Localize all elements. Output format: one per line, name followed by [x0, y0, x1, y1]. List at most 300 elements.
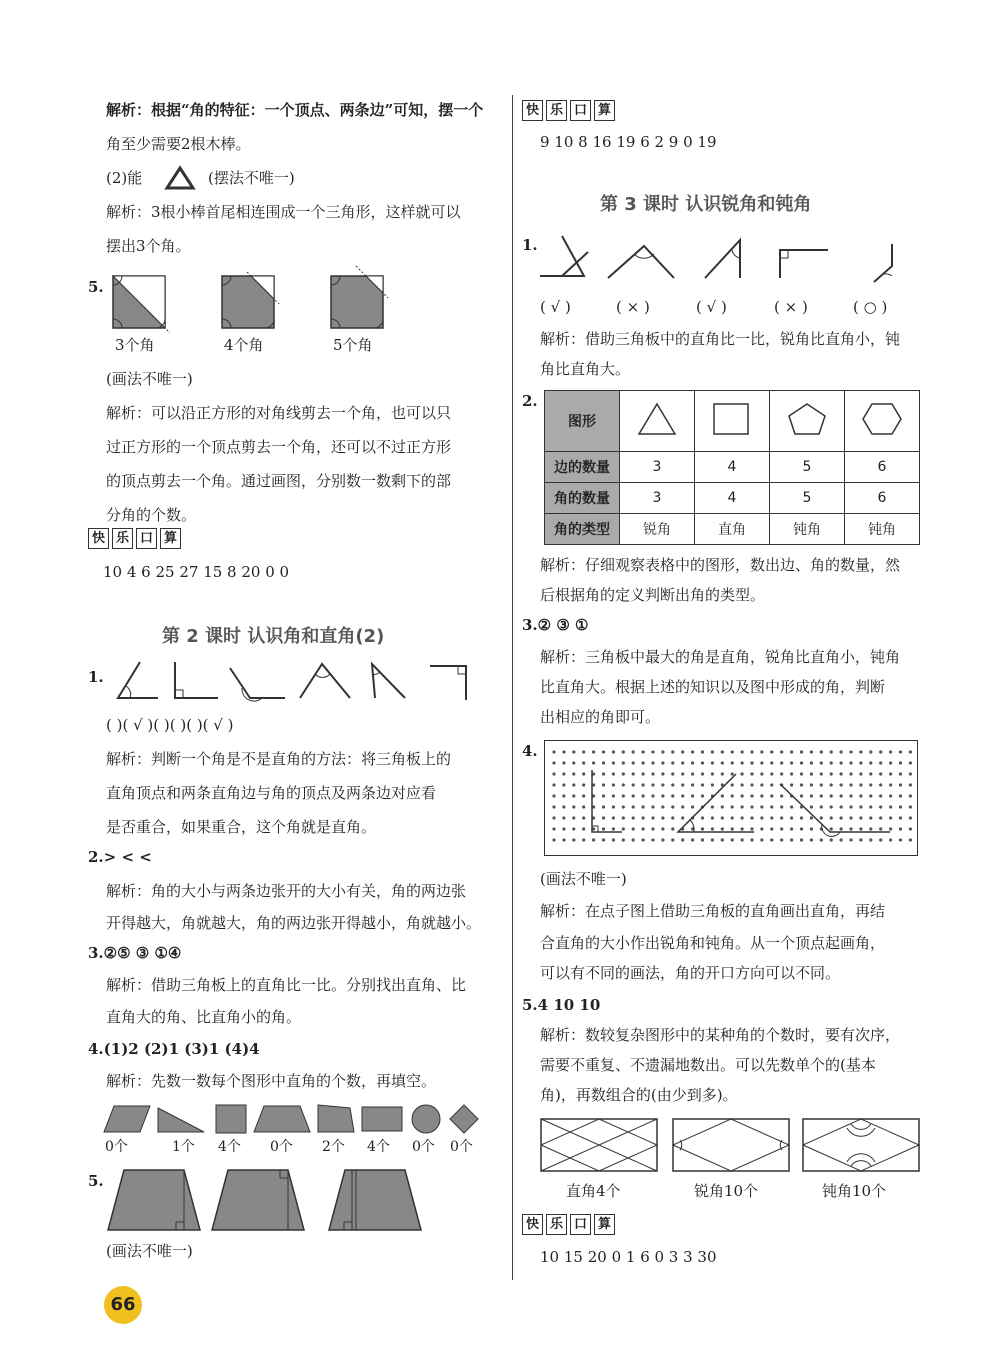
grid-dot — [572, 805, 575, 808]
grid-dot — [612, 816, 615, 819]
grid-dot — [562, 827, 565, 830]
grid-dot — [780, 827, 783, 830]
grid-dot — [642, 794, 645, 797]
cut-square-4 — [221, 275, 281, 335]
analysis-line: 解析：角的大小与两条边张开的大小有关，角的两边张 — [106, 882, 467, 900]
grid-dot — [770, 827, 773, 830]
grid-dot — [572, 750, 575, 753]
grid-dot — [661, 838, 664, 841]
grid-dot — [790, 761, 793, 764]
grid-dot — [840, 794, 843, 797]
grid-dot — [622, 827, 625, 830]
grid-dot — [671, 838, 674, 841]
count-label: 4个 — [218, 1139, 241, 1155]
grid-dot — [622, 761, 625, 764]
grid-dot — [552, 794, 555, 797]
grid-dot — [879, 794, 882, 797]
grid-dot — [849, 783, 852, 786]
table-cell: 4 — [695, 483, 770, 514]
analysis-line: 可以有不同的画法，角的开口方向可以不同。 — [540, 964, 841, 982]
answer-mark: ( × ) — [774, 298, 808, 316]
grid-dot — [632, 761, 635, 764]
answer-mark: ( × ) — [616, 298, 650, 316]
answer-mark: ( √ ) — [696, 298, 727, 316]
trapezoid-figures — [100, 1168, 500, 1236]
grid-dot — [731, 750, 734, 753]
grid-dot — [582, 838, 585, 841]
grid-dot — [642, 783, 645, 786]
grid-dot — [840, 827, 843, 830]
grid-dot — [889, 805, 892, 808]
grid-dot — [879, 805, 882, 808]
grid-dot — [849, 761, 852, 764]
grid-dot — [671, 794, 674, 797]
grid-dot — [859, 805, 862, 808]
grid-dot — [889, 794, 892, 797]
analysis-line: 直角顶点和两条直角边与角的顶点及两条边对应看 — [106, 784, 437, 802]
grid-dot — [820, 816, 823, 819]
grid-dot — [622, 772, 625, 775]
analysis-line: 解析：根据“角的特征：一个顶点、两条边”可知，摆一个 — [106, 101, 484, 119]
grid-dot — [602, 805, 605, 808]
grid-dot — [691, 772, 694, 775]
grid-dot — [830, 816, 833, 819]
grid-dot — [572, 816, 575, 819]
grid-dot — [790, 805, 793, 808]
grid-dot — [810, 816, 813, 819]
grid-dot — [770, 838, 773, 841]
grid-dot — [849, 805, 852, 808]
grid-dot — [661, 761, 664, 764]
grid-dot — [642, 827, 645, 830]
grid-dot — [651, 827, 654, 830]
grid-dot — [770, 750, 773, 753]
grid-dot — [810, 794, 813, 797]
mental-math-answers: 10 4 6 25 27 15 8 20 0 0 — [103, 563, 290, 581]
row-header: 边的数量 — [545, 452, 620, 483]
grid-dot — [899, 750, 902, 753]
grid-dot — [681, 772, 684, 775]
grid-dot — [661, 772, 664, 775]
grid-dot — [691, 838, 694, 841]
grid-dot — [790, 838, 793, 841]
grid-dot — [612, 783, 615, 786]
grid-dot — [899, 794, 902, 797]
grid-dot — [859, 816, 862, 819]
analysis-line: 解析：判断一个角是不是直角的方法：将三角板上的 — [106, 750, 452, 768]
grid-dot — [572, 794, 575, 797]
grid-dot — [741, 750, 744, 753]
grid-dot — [869, 805, 872, 808]
cut-square-3 — [112, 275, 172, 335]
grid-dot — [552, 838, 555, 841]
grid-dot — [552, 783, 555, 786]
grid-dot — [750, 838, 753, 841]
grid-dot — [741, 772, 744, 775]
grid-dot — [602, 772, 605, 775]
grid-dot — [642, 761, 645, 764]
analysis-line: 开得越大，角就越大，角的两边张开得越小，角就越小。 — [106, 914, 482, 932]
grid-dot — [651, 816, 654, 819]
grid-dot — [830, 750, 833, 753]
grid-dot — [830, 772, 833, 775]
count-label: 4个 — [367, 1139, 390, 1155]
grid-dot — [780, 805, 783, 808]
grid-dot — [810, 772, 813, 775]
grid-dot — [909, 805, 912, 808]
grid-dot — [780, 750, 783, 753]
grid-dot — [671, 783, 674, 786]
analysis-line: 是否重合，如果重合，这个角就是直角。 — [106, 818, 377, 836]
grid-dot — [899, 761, 902, 764]
grid-dot — [879, 816, 882, 819]
grid-dot — [731, 761, 734, 764]
angle-figures-row — [540, 232, 920, 284]
table-cell: 5 — [770, 452, 845, 483]
mental-math-answers: 9 10 8 16 19 6 2 9 0 19 — [540, 133, 717, 151]
kuaile-kousuan-label: 快 乐 口 算 — [522, 1214, 615, 1235]
grid-dot — [820, 805, 823, 808]
grid-dot — [622, 794, 625, 797]
grid-dot — [681, 783, 684, 786]
grid-dot — [820, 838, 823, 841]
grid-dot — [632, 838, 635, 841]
grid-dot — [632, 794, 635, 797]
grid-dot — [701, 794, 704, 797]
grid-dot — [681, 761, 684, 764]
grid-dot — [642, 805, 645, 808]
row-header: 图形 — [545, 391, 620, 452]
grid-dot — [582, 772, 585, 775]
grid-dot — [750, 772, 753, 775]
grid-dot — [760, 750, 763, 753]
grid-dot — [800, 783, 803, 786]
grid-dot — [612, 838, 615, 841]
grid-dot — [701, 750, 704, 753]
grid-dot — [711, 772, 714, 775]
grid-dot — [651, 750, 654, 753]
grid-dot — [830, 805, 833, 808]
grid-dot — [750, 794, 753, 797]
figure-caption: 锐角10个 — [694, 1182, 759, 1200]
grid-dot — [622, 783, 625, 786]
figure-caption: 5个角 — [333, 336, 373, 354]
table-cell: 锐角 — [620, 514, 695, 545]
grid-dot — [711, 805, 714, 808]
grid-dot — [859, 761, 862, 764]
grid-dot — [840, 838, 843, 841]
grid-dot — [849, 827, 852, 830]
grid-dot — [859, 750, 862, 753]
figure-caption: 直角4个 — [566, 1182, 621, 1200]
table-cell: 钝角 — [770, 514, 845, 545]
grid-dot — [889, 772, 892, 775]
table-cell: 钝角 — [845, 514, 920, 545]
grid-dot — [790, 827, 793, 830]
grid-dot — [602, 761, 605, 764]
table-cell: 6 — [845, 483, 920, 514]
grid-dot — [810, 761, 813, 764]
grid-dot — [661, 827, 664, 830]
grid-dot — [562, 761, 565, 764]
grid-dot — [800, 838, 803, 841]
grid-dot — [820, 750, 823, 753]
grid-dot — [760, 783, 763, 786]
note-text: (摆法不唯一) — [208, 169, 295, 187]
row-header: 角的数量 — [545, 483, 620, 514]
grid-dot — [582, 805, 585, 808]
grid-dot — [731, 783, 734, 786]
grid-dot — [750, 761, 753, 764]
grid-dot — [711, 838, 714, 841]
grid-dot — [859, 838, 862, 841]
grid-dot — [760, 772, 763, 775]
analysis-line: 解析：仔细观察表格中的图形，数出边、角的数量，然 — [540, 556, 901, 574]
grid-dot — [582, 783, 585, 786]
analysis-line: 解析：3根小棒首尾相连围成一个三角形，这样就可以 — [106, 203, 461, 221]
grid-dot — [859, 772, 862, 775]
grid-dot — [830, 783, 833, 786]
grid-dot — [820, 794, 823, 797]
grid-dot — [869, 750, 872, 753]
grid-dot — [879, 750, 882, 753]
grid-dot — [592, 750, 595, 753]
grid-dot — [582, 750, 585, 753]
grid-dot — [760, 827, 763, 830]
grid-dot — [602, 794, 605, 797]
grid-dot — [800, 750, 803, 753]
grid-dot — [840, 816, 843, 819]
grid-dot — [691, 750, 694, 753]
grid-dot — [582, 827, 585, 830]
grid-dot — [770, 805, 773, 808]
grid-dot — [592, 761, 595, 764]
grid-dot — [612, 750, 615, 753]
grid-dot — [800, 816, 803, 819]
grid-dot — [562, 750, 565, 753]
grid-dot — [790, 750, 793, 753]
grid-dot — [750, 827, 753, 830]
grid-dot — [711, 816, 714, 819]
note-text: (画法不唯一) — [540, 870, 627, 888]
grid-dot — [859, 794, 862, 797]
grid-dot — [849, 794, 852, 797]
grid-dot — [632, 816, 635, 819]
grid-dot — [651, 783, 654, 786]
question-number: 5. — [88, 278, 104, 296]
grid-dot — [622, 805, 625, 808]
grid-dot — [840, 783, 843, 786]
grid-dot — [879, 783, 882, 786]
table-cell: 3 — [620, 452, 695, 483]
analysis-line: 分角的个数。 — [106, 506, 197, 524]
grid-dot — [879, 772, 882, 775]
grid-dot — [721, 838, 724, 841]
grid-dot — [661, 750, 664, 753]
grid-dot — [552, 750, 555, 753]
grid-dot — [552, 816, 555, 819]
grid-dot — [651, 772, 654, 775]
count-label: 2个 — [322, 1139, 345, 1155]
grid-dot — [869, 838, 872, 841]
grid-dot — [552, 772, 555, 775]
answer-text: 5.4 10 10 — [522, 996, 601, 1014]
grid-dot — [661, 794, 664, 797]
grid-dot — [899, 816, 902, 819]
grid-dot — [612, 761, 615, 764]
analysis-line: 直角大的角、比直角小的角。 — [106, 1008, 302, 1026]
grid-dot — [909, 783, 912, 786]
grid-dot — [642, 816, 645, 819]
count-label: 1个 — [172, 1139, 195, 1155]
figure-caption: 3个角 — [115, 336, 155, 354]
pentagon-cell — [770, 391, 845, 452]
grid-dot — [820, 772, 823, 775]
grid-dot — [879, 761, 882, 764]
grid-dot — [661, 805, 664, 808]
grid-dot — [830, 838, 833, 841]
answer-text: 3.② ③ ① — [522, 616, 589, 634]
answer-text: 4.(1)2 (2)1 (3)1 (4)4 — [88, 1040, 260, 1058]
question-number: 1. — [522, 236, 538, 254]
analysis-line: 需要不重复、不遗漏地数出。可以先数单个的(基本 — [540, 1056, 876, 1074]
grid-dot — [721, 805, 724, 808]
grid-dot — [741, 761, 744, 764]
grid-dot — [909, 838, 912, 841]
grid-dot — [572, 761, 575, 764]
grid-dot — [889, 783, 892, 786]
grid-dot — [731, 816, 734, 819]
note-text: (画法不唯一) — [106, 370, 193, 388]
grid-dot — [741, 805, 744, 808]
grid-dot — [770, 783, 773, 786]
analysis-line: 解析：借助三角板中的直角比一比，锐角比直角小，钝 — [540, 330, 901, 348]
grid-dot — [562, 838, 565, 841]
grid-dot — [889, 827, 892, 830]
grid-dot — [651, 838, 654, 841]
square-cell — [695, 391, 770, 452]
grid-dot — [681, 794, 684, 797]
grid-dot — [810, 783, 813, 786]
grid-dot — [810, 805, 813, 808]
grid-dot — [721, 750, 724, 753]
grid-dot — [810, 838, 813, 841]
grid-dot — [691, 783, 694, 786]
grid-dot — [651, 794, 654, 797]
grid-dot — [721, 794, 724, 797]
grid-dot — [849, 750, 852, 753]
question-number: 4. — [522, 742, 538, 760]
grid-dot — [909, 827, 912, 830]
grid-dot — [582, 816, 585, 819]
analysis-line: 比直角大。根据上述的知识以及图中形成的角，判断 — [540, 678, 886, 696]
grid-dot — [562, 794, 565, 797]
column-divider — [512, 95, 513, 1280]
grid-dot — [632, 772, 635, 775]
grid-dot — [552, 827, 555, 830]
rectangle-rhombus-figures — [540, 1118, 920, 1174]
grid-dot — [899, 827, 902, 830]
grid-dot — [869, 816, 872, 819]
grid-dot — [572, 838, 575, 841]
grid-dot — [849, 838, 852, 841]
grid-dot — [770, 761, 773, 764]
dot-grid — [544, 740, 918, 856]
grid-dot — [741, 838, 744, 841]
grid-dot — [750, 783, 753, 786]
grid-dot — [909, 794, 912, 797]
analysis-line: 出相应的角即可。 — [540, 708, 661, 726]
grid-dot — [889, 750, 892, 753]
grid-dot — [899, 783, 902, 786]
grid-dot — [849, 816, 852, 819]
grid-dot — [572, 783, 575, 786]
answer-text: 3.②⑤ ③ ①④ — [88, 944, 182, 962]
grid-dot — [790, 816, 793, 819]
grid-dot — [780, 761, 783, 764]
grid-dot — [691, 794, 694, 797]
grid-dot — [711, 761, 714, 764]
grid-dot — [602, 838, 605, 841]
grid-dot — [889, 838, 892, 841]
grid-dot — [612, 827, 615, 830]
kuaile-kousuan-label: 快 乐 口 算 — [88, 528, 181, 549]
grid-dot — [612, 805, 615, 808]
grid-dot — [760, 761, 763, 764]
analysis-line: 后根据角的定义判断出角的类型。 — [540, 586, 766, 604]
grid-dot — [810, 750, 813, 753]
grid-dot — [602, 783, 605, 786]
answer-text: (2)能 — [106, 169, 143, 187]
grid-dot — [731, 805, 734, 808]
grid-dot — [582, 794, 585, 797]
grid-dot — [760, 794, 763, 797]
grid-dot — [681, 816, 684, 819]
grid-dot — [840, 761, 843, 764]
triangle-figure — [165, 165, 195, 191]
analysis-line: 过正方形的一个顶点剪去一个角，还可以不过正方形 — [106, 438, 452, 456]
grid-dot — [632, 750, 635, 753]
grid-dot — [622, 838, 625, 841]
note-text: (画法不唯一) — [106, 1242, 193, 1260]
angle-figures-row — [110, 660, 480, 702]
analysis-line: 解析：借助三角板上的直角比一比。分别找出直角、比 — [106, 976, 467, 994]
grid-dot — [909, 750, 912, 753]
table-cell: 4 — [695, 452, 770, 483]
mental-math-answers: 10 15 20 0 1 6 0 3 3 30 — [540, 1248, 717, 1266]
answer-mark: ( √ ) — [540, 298, 571, 316]
grid-dot — [869, 827, 872, 830]
table-cell: 直角 — [695, 514, 770, 545]
analysis-line: 解析：可以沿正方形的对角线剪去一个角，也可以只 — [106, 404, 452, 422]
grid-dot — [632, 783, 635, 786]
grid-dot — [642, 750, 645, 753]
analysis-line: 角比直角大。 — [540, 360, 631, 378]
table-cell: 6 — [845, 452, 920, 483]
grid-dot — [661, 783, 664, 786]
answer-marks: ( )( √ )( )( )( )( √ ) — [106, 716, 234, 734]
grid-dot — [671, 827, 674, 830]
grid-dot — [741, 816, 744, 819]
grid-dot — [760, 816, 763, 819]
grid-dot — [859, 827, 862, 830]
grid-dot — [770, 816, 773, 819]
grid-dot — [671, 805, 674, 808]
grid-dot — [840, 772, 843, 775]
question-number: 1. — [88, 668, 104, 686]
grid-dot — [899, 772, 902, 775]
count-label: 0个 — [450, 1139, 473, 1155]
